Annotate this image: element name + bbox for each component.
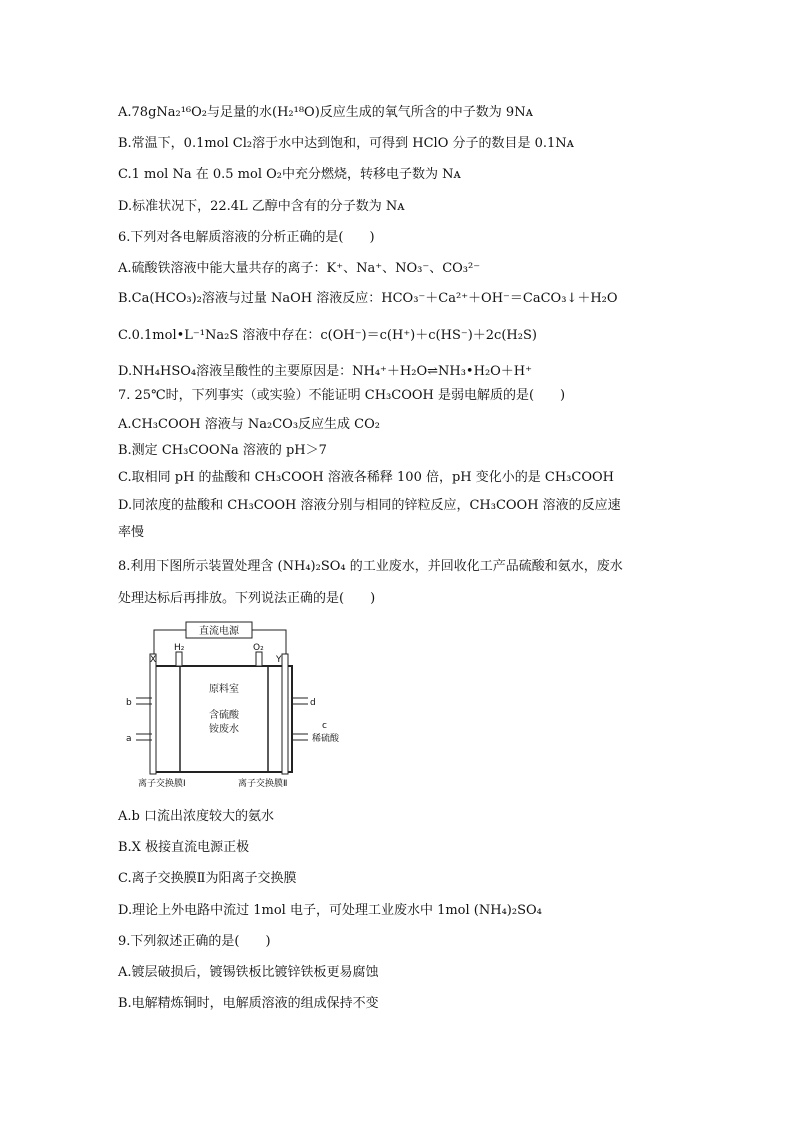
q6-stem: 6.下列对各电解质溶液的分析正确的是( ) xyxy=(118,230,375,245)
q5-option-a: A.78gNa₂¹⁶O₂与足量的水(H₂¹⁸O)反应生成的氧气所含的中子数为 9Nᴀ xyxy=(118,105,533,120)
q8-stem: 8.利用下图所示装置处理含 (NH₄)₂SO₄ 的工业废水，并回收化工产品硫酸和氨水，废水 xyxy=(118,559,623,574)
q9-option-b: B.电解精炼铜时，电解质溶液的组成保持不变 xyxy=(118,996,379,1011)
electrolysis-diagram xyxy=(110,618,370,793)
q7-option-b: B.测定 CH₃COONa 溶液的 pH＞7 xyxy=(118,443,327,458)
q8-stem-cont: 处理达标后再排放。下列说法正确的是( ) xyxy=(118,591,376,606)
label-waste-line1: 含硫酸 xyxy=(209,710,239,721)
q5-option-b: B.常温下，0.1mol Cl₂溶于水中达到饱和，可得到 HClO 分子的数目是 0.1Nᴀ xyxy=(118,136,575,151)
q7-option-c: C.取相同 pH 的盐酸和 CH₃COOH 溶液各稀释 100 倍，pH 变化小的是 CH₃COOH xyxy=(118,470,614,485)
label-d: d xyxy=(310,698,316,708)
label-a: a xyxy=(126,734,132,744)
q8-option-b: B.X 极接直流电源正极 xyxy=(118,840,250,855)
label-h2: H₂ xyxy=(174,643,185,653)
electrode-x xyxy=(150,654,156,774)
label-c: c xyxy=(322,721,327,731)
label-raw-room: 原料室 xyxy=(209,684,239,695)
q7-stem: 7. 25℃时，下列事实（或实验）不能证明 CH₃COOH 是弱电解质的是( ) xyxy=(118,388,566,403)
electrode-y xyxy=(282,654,288,774)
q9-stem: 9.下列叙述正确的是( ) xyxy=(118,934,271,949)
power-source-label: 直流电源 xyxy=(199,626,239,637)
label-x: X xyxy=(150,655,157,665)
q8-option-d: D.理论上外电路中流过 1mol 电子，可处理工业废水中 1mol (NH₄)₂SO₄ xyxy=(118,903,542,918)
q7-option-d-cont: 率慢 xyxy=(118,525,145,540)
label-membrane-1: 离子交换膜Ⅰ xyxy=(138,779,186,789)
label-membrane-2: 离子交换膜Ⅱ xyxy=(238,779,288,789)
q5-option-d: D.标准状况下，22.4L 乙醇中含有的分子数为 Nᴀ xyxy=(118,199,405,214)
label-dilute-acid: 稀硫酸 xyxy=(312,734,340,744)
label-b: b xyxy=(126,698,132,708)
q6-option-b: B.Ca(HCO₃)₂溶液与过量 NaOH 溶液反应：HCO₃⁻＋Ca²⁺＋OH⁻＝CaCO₃↓＋H₂O xyxy=(118,291,618,306)
q6-option-d: D.NH₄HSO₄溶液呈酸性的主要原因是：NH₄⁺＋H₂O⇌NH₃•H₂O＋H⁺ xyxy=(118,364,533,379)
q8-option-a: A.b 口流出浓度较大的氨水 xyxy=(118,809,274,824)
q5-option-c: C.1 mol Na 在 0.5 mol O₂中充分燃烧，转移电子数为 Nᴀ xyxy=(118,167,461,182)
q7-option-d: D.同浓度的盐酸和 CH₃COOH 溶液分别与相同的锌粒反应，CH₃COOH 溶液的反应速 xyxy=(118,498,621,513)
q8-option-c: C.离子交换膜Ⅱ为阳离子交换膜 xyxy=(118,871,297,886)
q7-option-a: A.CH₃COOH 溶液与 Na₂CO₃反应生成 CO₂ xyxy=(118,417,380,432)
q9-option-a: A.镀层破损后，镀锡铁板比镀锌铁板更易腐蚀 xyxy=(118,965,379,980)
q6-option-a: A.硫酸铁溶液中能大量共存的离子：K⁺、Na⁺、NO₃⁻、CO₃²⁻ xyxy=(118,261,481,276)
label-o2: O₂ xyxy=(253,643,264,653)
label-y: Y xyxy=(276,655,282,665)
q6-option-c: C.0.1mol•L⁻¹Na₂S 溶液中存在：c(OH⁻)＝c(H⁺)＋c(HS⁻)＋2c(H₂S) xyxy=(118,328,537,343)
label-waste-line2: 铵废水 xyxy=(209,724,239,735)
